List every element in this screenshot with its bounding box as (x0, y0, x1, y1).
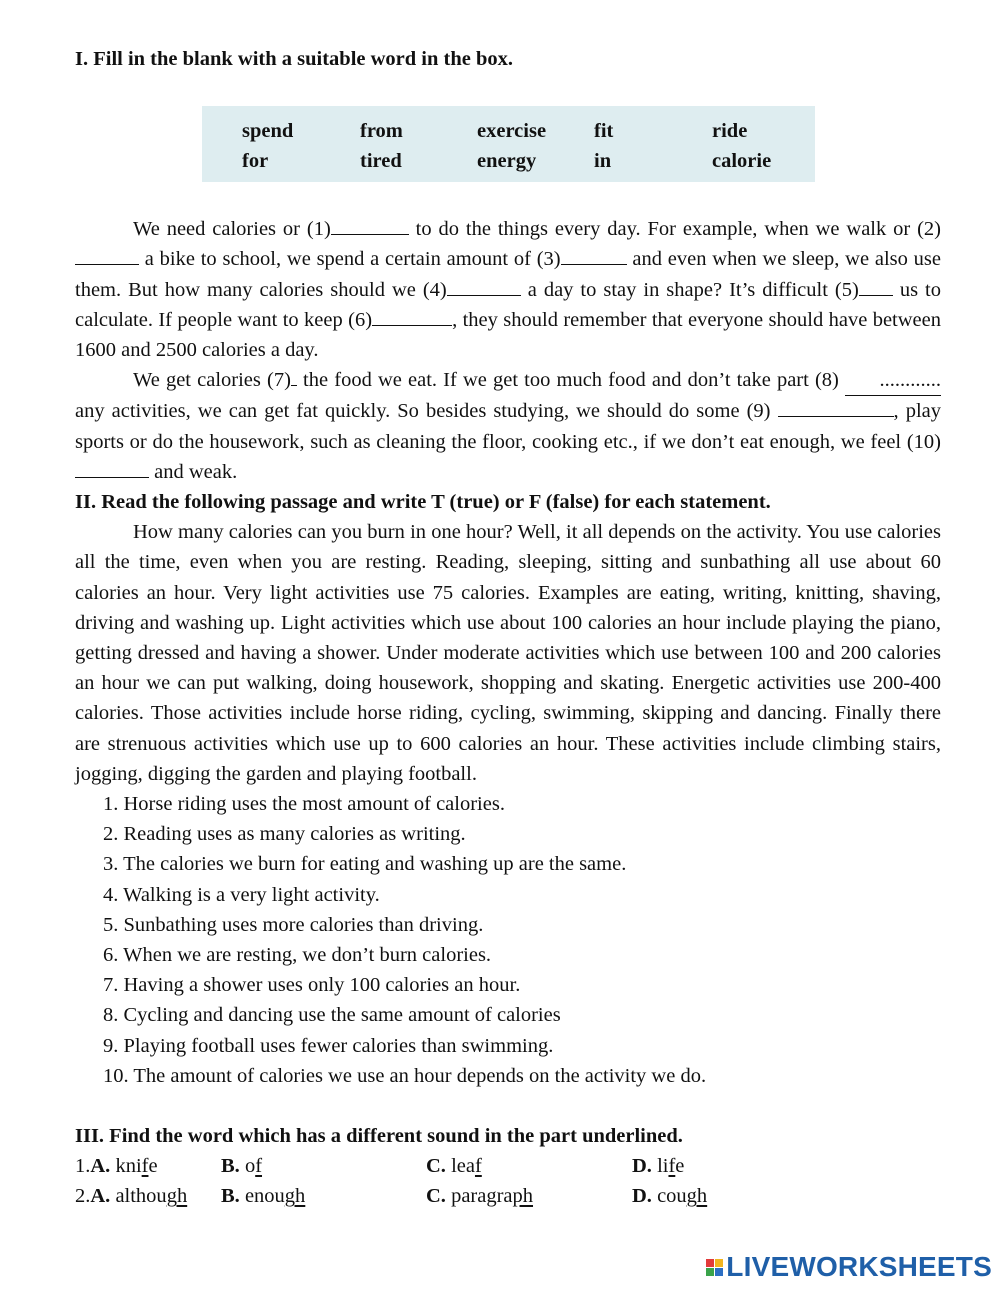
blank-dots: ............ (879, 369, 941, 392)
option-letter: C. (426, 1155, 446, 1178)
word-part: kni (110, 1155, 142, 1178)
word-box-word: calorie (712, 150, 772, 173)
liveworksheets-logo[interactable] (706, 1251, 992, 1283)
statement-item: 4. Walking is a very light activity. (103, 883, 380, 906)
word-box-word: exercise (477, 120, 547, 143)
paragraph-text: and even when we sleep, we also use them. But how many calories should we (4) (75, 248, 941, 301)
statement-item: 2. Reading uses as many calories as writing. (103, 823, 466, 846)
question-number: 1. (75, 1155, 91, 1178)
word-box-word: spend (242, 120, 294, 143)
option-letter: C. (426, 1185, 446, 1208)
option-d[interactable] (632, 1181, 707, 1211)
section3-title: III. Find the word which has a different sound in the part underlined. (75, 1125, 683, 1148)
question-number: 2. (75, 1185, 91, 1208)
underlined-part: f (141, 1155, 149, 1178)
paragraph-text: , they should remember that everyone should have between 1600 and 2500 calories a day. (75, 308, 941, 362)
question-1-options (75, 1151, 941, 1181)
word-part: enou (239, 1185, 285, 1208)
worksheet-page (75, 44, 941, 1212)
paragraph-text: We need calories or (1) (133, 218, 331, 241)
blank-5-input[interactable] (859, 275, 893, 296)
logo-icon-square (706, 1259, 714, 1267)
word-part: li (651, 1155, 669, 1178)
blank-8-input[interactable] (845, 365, 941, 396)
word-part: o (239, 1155, 256, 1178)
word-box-word: for (242, 150, 269, 173)
question-2-options (75, 1181, 941, 1211)
logo-icon-square (715, 1268, 723, 1276)
paragraph-text: a day to stay in shape? It’s difficult (5) (520, 278, 859, 301)
word-part: paragra (445, 1185, 513, 1208)
section2-title: II. Read the following passage and write T (true) or F (false) for each statement. (75, 491, 771, 514)
underlined-part: gh (686, 1185, 708, 1208)
paragraph-text: the food we eat. If we get too much food and don’t take part (8) (296, 369, 845, 392)
option-letter: A. (90, 1185, 111, 1208)
option-b[interactable] (221, 1181, 305, 1211)
section1-title: I. Fill in the blank with a suitable word in the box. (75, 48, 513, 70)
statement-item: 5. Sunbathing uses more calories than driving. (103, 913, 484, 936)
blank-10-input[interactable] (75, 457, 149, 478)
word-part: e (675, 1155, 685, 1178)
word-part: lea (445, 1155, 475, 1178)
statement-item: 9. Playing football uses fewer calories than swimming. (103, 1034, 554, 1057)
logo-icon-square (715, 1259, 723, 1267)
option-letter: D. (632, 1185, 652, 1208)
option-a[interactable] (75, 1151, 158, 1181)
logo-icon-square (706, 1268, 714, 1276)
blank-2-input[interactable] (75, 244, 139, 265)
statement-item: 10. The amount of calories we use an hour depends on the activity we do. (103, 1064, 707, 1087)
option-letter: A. (90, 1155, 111, 1178)
word-box-word: from (360, 120, 403, 143)
paragraph-text: any activities, we can get fat quickly. So besides studying, we should do some (9) (75, 400, 778, 423)
statement-item: 1. Horse riding uses the most amount of calories. (103, 793, 505, 816)
blank-1-input[interactable] (331, 214, 409, 235)
paragraph-text: to do the things every day. For example, when we walk or (2) (408, 218, 942, 241)
word-box-word: energy (477, 150, 537, 173)
statement-item: 7. Having a shower uses only 100 calories an hour. (103, 974, 521, 997)
paragraph-text: , play sports or do the housework, such as cleaning the floor, cooking etc., if we don’t eat enough, we feel (10) (75, 400, 942, 453)
underlined-part: gh (166, 1185, 188, 1208)
option-c[interactable] (426, 1181, 533, 1211)
underlined-part: gh (284, 1185, 306, 1208)
blank-3-input[interactable] (561, 244, 627, 265)
blank-6-input[interactable] (372, 305, 452, 326)
statements-list (75, 789, 941, 1091)
option-letter: B. (221, 1185, 240, 1208)
liveworksheets-logo-icon (706, 1259, 723, 1276)
statement-item: 6. When we are resting, we don’t burn calories. (103, 944, 492, 967)
paragraph-text: us to calculate. If people want to keep (6) (75, 278, 941, 331)
underlined-part: ph (512, 1185, 534, 1208)
underlined-part: f (668, 1155, 676, 1178)
statement-item: 3. The calories we burn for eating and washing up are the same. (103, 853, 627, 876)
statement-item: 8. Cycling and dancing use the same amount of calories (103, 1004, 561, 1027)
blank-9-input[interactable] (778, 396, 894, 417)
word-part: althou (110, 1185, 167, 1208)
option-b[interactable] (221, 1151, 262, 1181)
blank-4-input[interactable] (447, 275, 521, 296)
section2-passage: How many calories can you burn in one hour? Well, it all depends on the activity. You use calories all the time, even when you are resting. Reading, sleeping, sitting and sunbathing all use about 60 calories an hour. Very light activities use 75 calories. Examples are eating, writing, knitting, shaving, driving and washing up. Light activities which use about 100 calories an hour include playing the piano, getting dressed and having a shower. Under moderate activities which use between 100 and 200 calories an hour we can put walking, doing housework, shopping and skating. Energetic activities use 200-400 calories. Those activities include horse riding, cycling, swimming, skipping and dancing. Finally there are strenuous activities which use up to 600 calories an hour. These activities include climbing stairs, jogging, digging the garden and playing football. (75, 521, 941, 785)
word-box-word: in (594, 150, 612, 173)
underlined-part: f (474, 1155, 482, 1178)
word-part: e (148, 1155, 158, 1178)
word-box (202, 106, 815, 182)
word-part: cou (651, 1185, 687, 1208)
option-d[interactable] (632, 1151, 684, 1181)
section1-paragraph-2 (75, 365, 941, 487)
word-box-word: fit (594, 120, 614, 143)
paragraph-text: and weak. (149, 460, 238, 483)
word-box-word: tired (360, 150, 402, 173)
option-letter: D. (632, 1155, 652, 1178)
logo-text: LIVEWORKSHEETS (726, 1251, 992, 1282)
option-c[interactable] (426, 1151, 482, 1181)
paragraph-text: We get calories (7) (133, 369, 291, 392)
option-a[interactable] (75, 1181, 187, 1211)
option-letter: B. (221, 1155, 240, 1178)
underlined-part: f (255, 1155, 263, 1178)
word-box-word: ride (712, 120, 748, 143)
paragraph-text: a bike to school, we spend a certain amount of (3) (139, 248, 561, 271)
section1-paragraph-1 (75, 214, 941, 365)
